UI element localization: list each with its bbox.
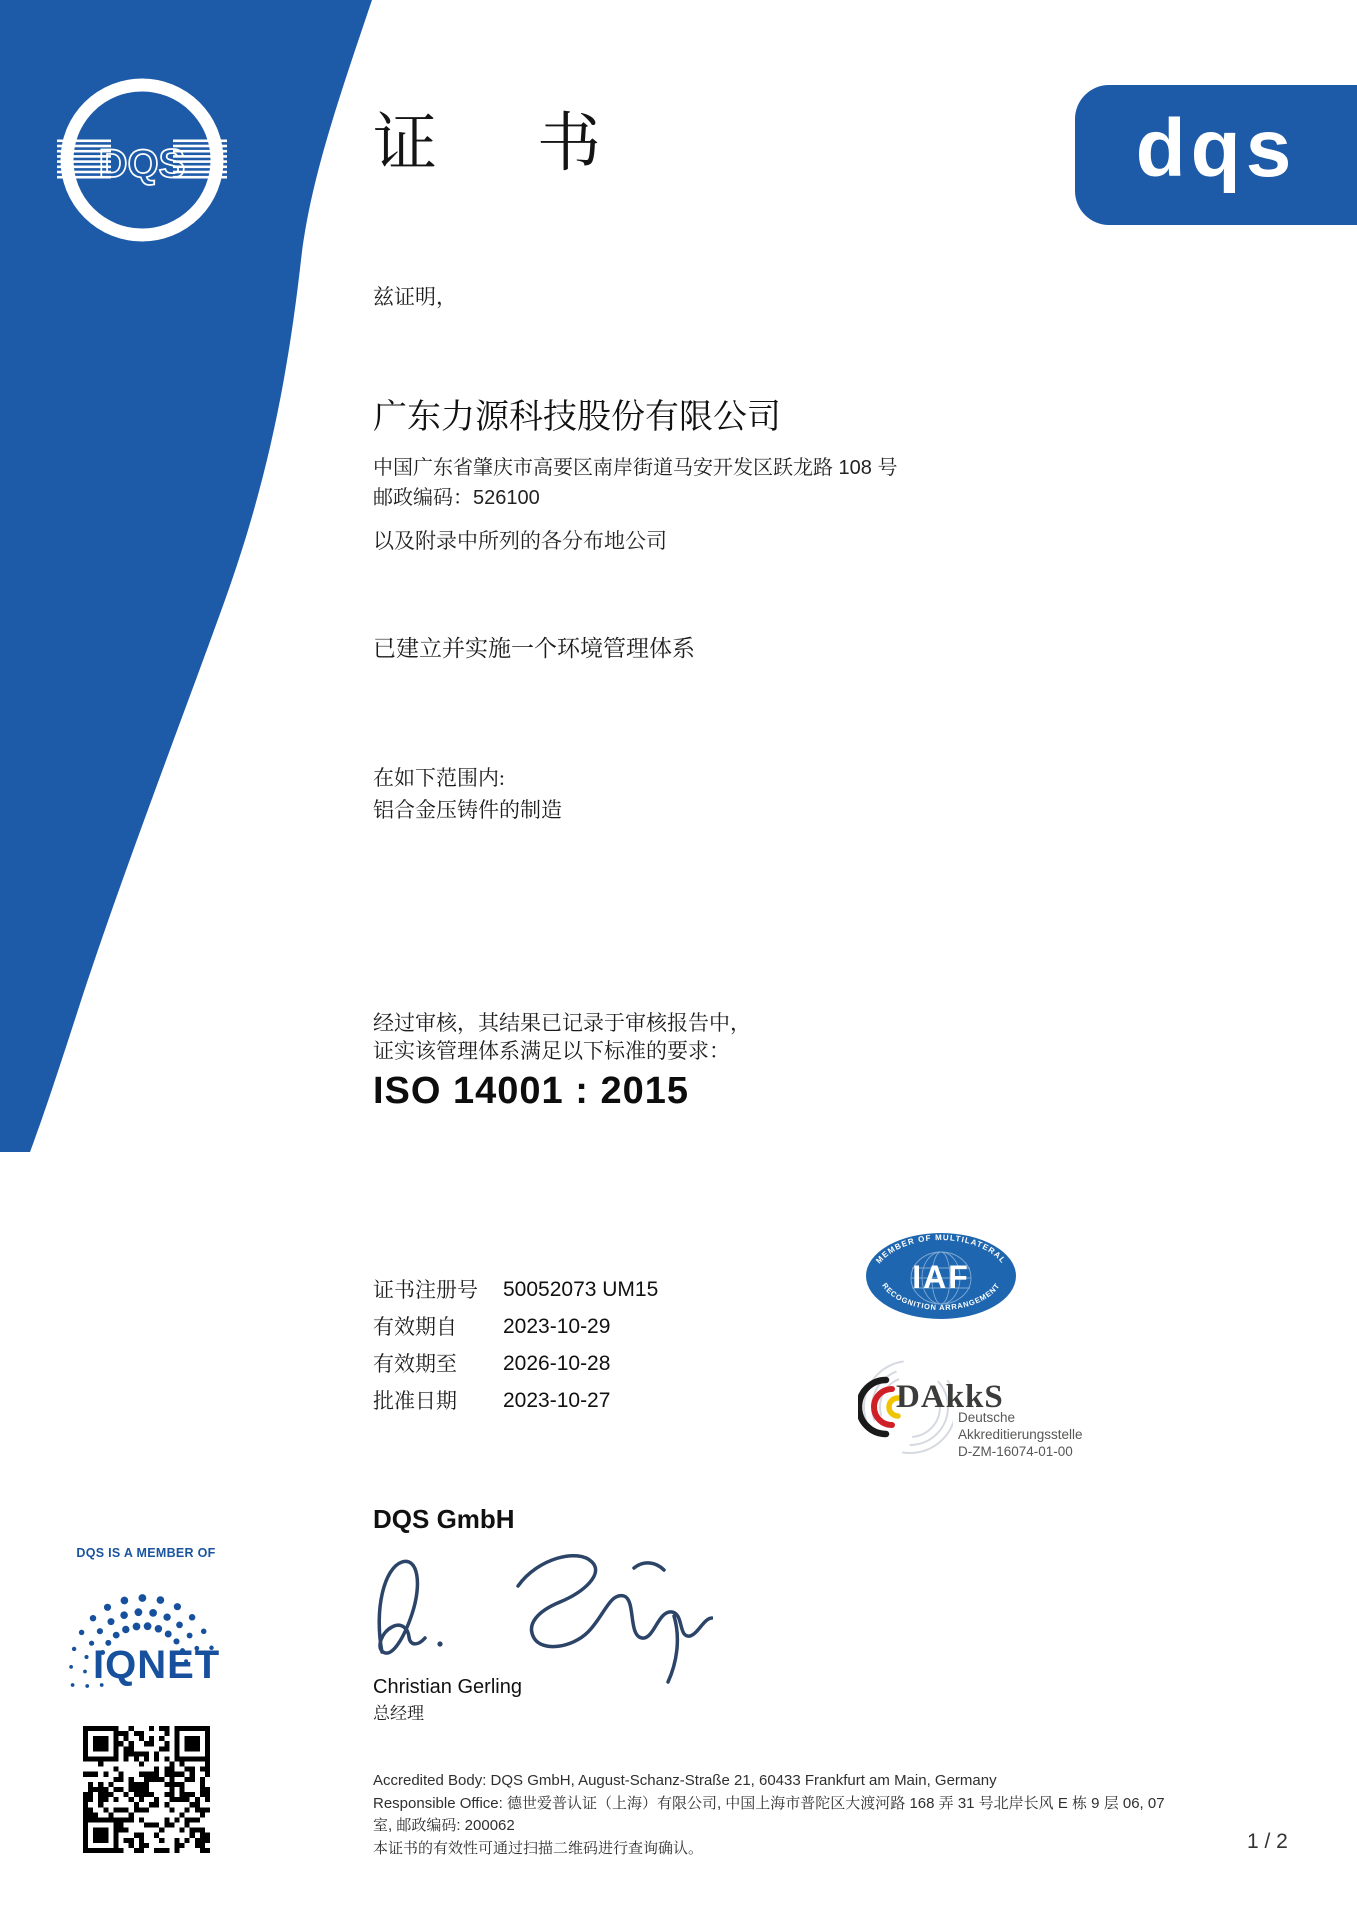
detail-label: 有效期自 <box>373 1315 457 1339</box>
iaf-arc-bottom-text: RECOGNITION ARRANGEMENT <box>880 1281 1002 1313</box>
page-indicator: 1 / 2 <box>1247 1830 1288 1853</box>
detail-value: 2026-10-28 <box>503 1352 611 1375</box>
dakks-mark <box>858 1352 1168 1467</box>
footer-line-accredited-body: Accredited Body: DQS GmbH, August-Schanz-Straße 21, 60433 Frankfurt am Main, Germany <box>373 1772 997 1789</box>
detail-value: 50052073 UM15 <box>503 1278 659 1301</box>
annex-note: 以及附录中所列的各分布地公司 <box>373 530 667 553</box>
detail-label: 批准日期 <box>373 1389 457 1413</box>
audit-statement-line1: 经过审核，其结果已记录于审核报告中， <box>373 1011 751 1035</box>
detail-label: 有效期至 <box>373 1352 457 1376</box>
intro-line: 兹证明， <box>373 285 457 309</box>
detail-row-valid-until <box>373 1353 658 1375</box>
detail-value: 2023-10-27 <box>503 1389 611 1412</box>
footer-line-responsible-office: Responsible Office: 德世爱普认证（上海）有限公司, 中国上海市普陀区大渡河路 168 弄 31 号北岸长风 E 栋 9 层 06, 07 <box>373 1794 1165 1812</box>
iqnet-logo <box>63 1570 233 1700</box>
scope-text: 铝合金压铸件的制造 <box>373 798 562 822</box>
footer-line-postcode: 室, 邮政编码: 200062 <box>373 1817 515 1834</box>
member-caption: DQS IS A MEMBER OF <box>76 1546 216 1560</box>
dakks-line2: Akkreditierungsstelle <box>958 1427 1083 1442</box>
detail-row-approval-date <box>373 1390 658 1412</box>
certificate-title: 证书 <box>373 108 701 179</box>
issuer-org: DQS GmbH <box>373 1504 515 1534</box>
company-address: 中国广东省肇庆市高要区南岸街道马安开发区跃龙路 108 号 <box>373 457 898 479</box>
dakks-line1: Deutsche <box>958 1410 1016 1425</box>
dakks-line3: D-ZM-16074-01-00 <box>958 1444 1073 1459</box>
iaf-arc-top-text: MEMBER OF MULTILATERAL <box>874 1232 1008 1266</box>
management-system-statement: 已建立并实施一个环境管理体系 <box>373 636 695 661</box>
iaf-center-text: IAF <box>912 1259 970 1295</box>
iaf-seal <box>862 1230 1020 1322</box>
emblem-dqs-text: DQS <box>98 142 186 186</box>
detail-label: 证书注册号 <box>373 1278 478 1302</box>
standard-name: ISO 14001 : 2015 <box>373 1070 689 1112</box>
footer-text <box>373 1770 1173 1860</box>
dqs-logo-badge <box>1075 85 1357 225</box>
qr-code <box>83 1726 210 1853</box>
footer-line-verification: 本证书的有效性可通过扫描二维码进行查询确认。 <box>373 1839 704 1857</box>
dakks-text-block <box>958 1409 1083 1460</box>
detail-row-valid-from <box>373 1316 658 1338</box>
dqs-logo-text: dqs <box>1135 103 1297 194</box>
company-name: 广东力源科技股份有限公司 <box>373 399 781 436</box>
signer-title: 总经理 <box>373 1704 424 1723</box>
audit-statement-line2: 证实该管理体系满足以下标准的要求： <box>373 1039 730 1063</box>
certificate-details <box>373 1279 658 1427</box>
dakks-wordmark: DAkkS <box>896 1379 1004 1415</box>
scope-label: 在如下范围内: <box>373 766 505 790</box>
signer-name: Christian Gerling <box>373 1676 522 1698</box>
detail-row-registration <box>373 1279 658 1301</box>
iqnet-text: IQNET <box>93 1643 221 1687</box>
detail-value: 2023-10-29 <box>503 1315 611 1338</box>
company-postcode: 邮政编码：526100 <box>373 487 540 509</box>
signature <box>368 1540 713 1690</box>
